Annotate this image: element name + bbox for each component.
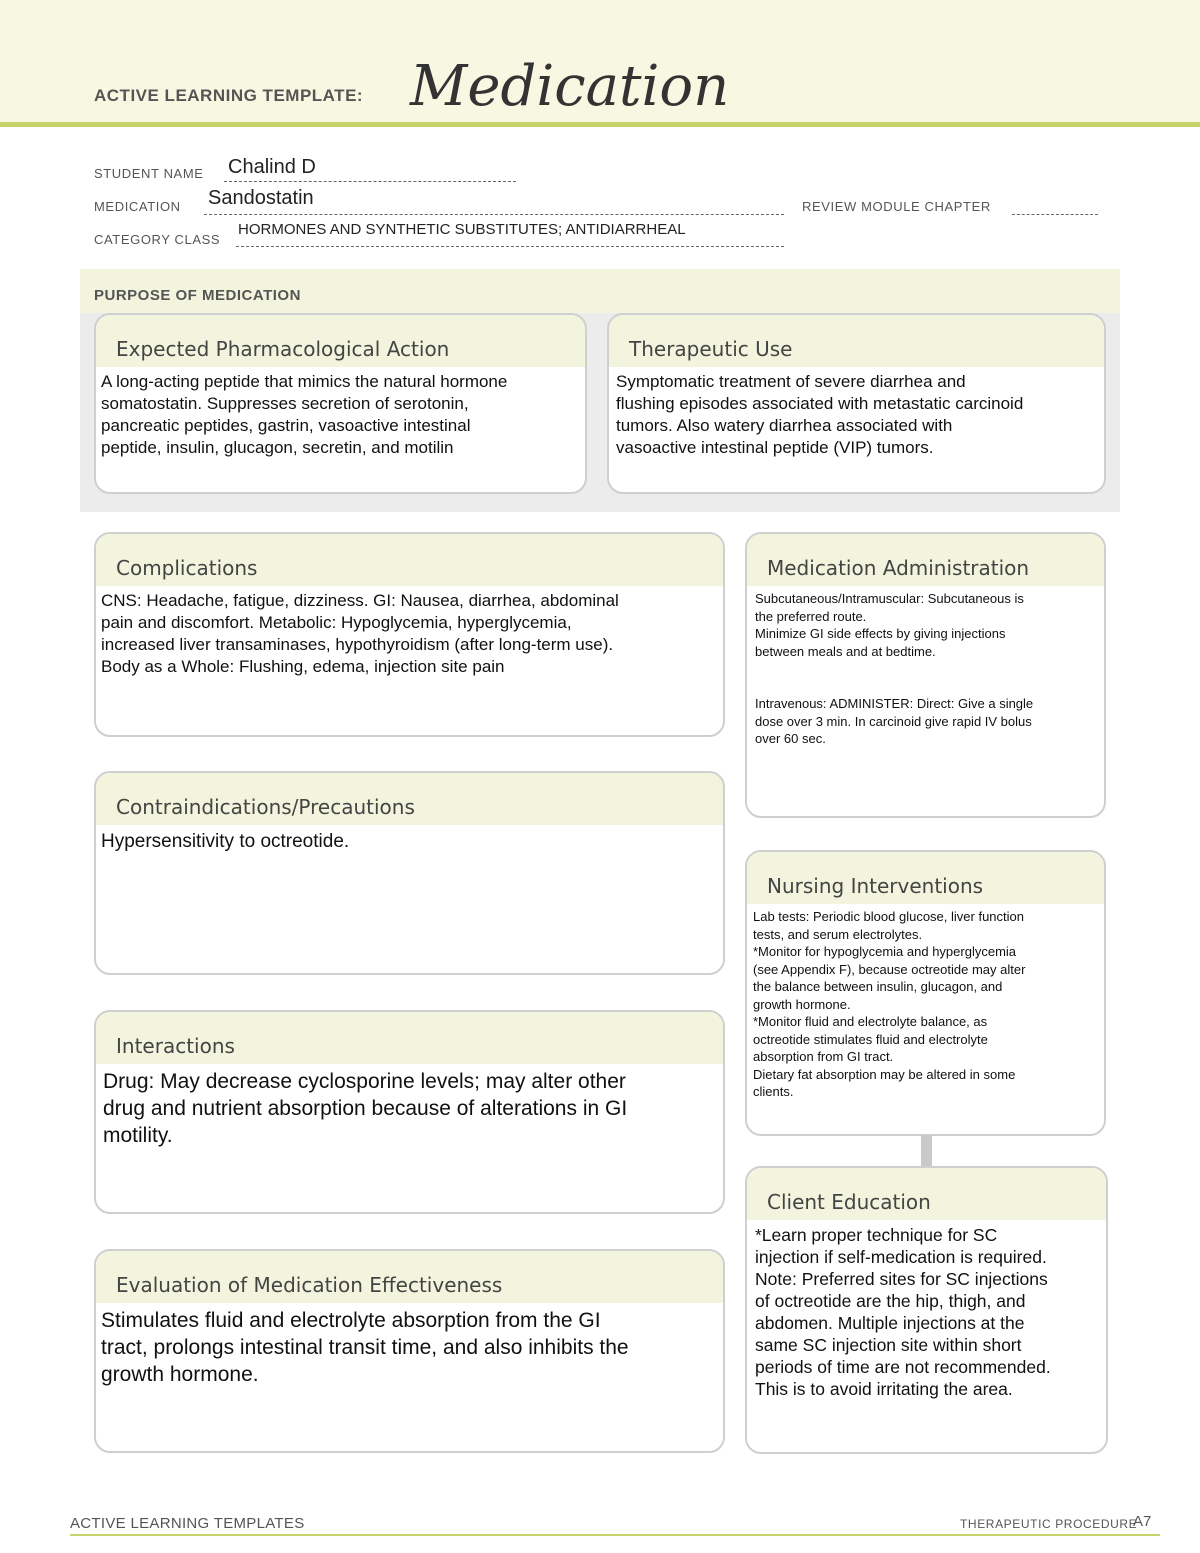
medication-line: [204, 214, 784, 215]
nursing-interventions-text[interactable]: Lab tests: Periodic blood glucose, liver function tests, and serum electrolytes. *Monitor for hypoglycemia and hyperglycemia (see Appendix F), because octreotide may alter the balance between insulin, glucagon, and growth hormone. *Monitor fluid and electrolyte balance, as octreotide stimulates fluid and electrolyte absorption from GI tract. Dietary fat absorption may be altered in some clients.: [753, 909, 1026, 1099]
nursing-interventions-box: [745, 850, 1106, 1136]
administration-text-intravenous[interactable]: Intravenous: ADMINISTER: Direct: Give a single dose over 3 min. In carcinoid give rapid IV bolus over 60 sec.: [755, 696, 1034, 746]
client-education-title: Client Education: [767, 1190, 931, 1214]
category-field[interactable]: HORMONES AND SYNTHETIC SUBSTITUTES; ANTIDIARRHEAL: [238, 221, 686, 238]
medication-field[interactable]: Sandostatin: [208, 187, 314, 209]
contraindications-text[interactable]: Hypersensitivity to octreotide.: [101, 831, 350, 852]
connector-bar: [921, 1135, 932, 1167]
student-name-line: [224, 181, 516, 182]
footer-label: ACTIVE LEARNING TEMPLATES: [70, 1515, 305, 1532]
evaluation-title: Evaluation of Medication Effectiveness: [116, 1273, 503, 1297]
administration-box: [745, 532, 1106, 818]
category-line: [236, 246, 784, 247]
therapeutic-use-box: [607, 313, 1106, 494]
client-education-text[interactable]: *Learn proper technique for SC injection if self-medication is required. Note: Preferred sites for SC injections of octreotide are the hip, thigh, and abdomen. Multiple injections at the same SC injection site within short periods of time are not recommended. This is to avoid irritating the area.: [755, 1225, 1051, 1399]
interactions-box: [94, 1010, 725, 1214]
template-label: ACTIVE LEARNING TEMPLATE:: [94, 86, 364, 105]
evaluation-text[interactable]: Stimulates fluid and electrolyte absorption from the GI tract, prolongs intestinal transit time, and also inhibits the growth hormone.: [101, 1309, 629, 1386]
review-module-field[interactable]: [1012, 214, 1098, 215]
purpose-label: PURPOSE OF MEDICATION: [94, 287, 301, 304]
category-label: CATEGORY CLASS: [94, 232, 221, 247]
complications-text[interactable]: CNS: Headache, fatigue, dizziness. GI: Nausea, diarrhea, abdominal pain and discomfort. Metabolic: Hypoglycemia, hyperglycemia, increased liver transaminases, hypothyroidism (after long-term use). Body as a Whole: Flushing, edema, injection site pain: [101, 591, 619, 676]
medication-label: MEDICATION: [94, 199, 181, 214]
therapeutic-use-title: Therapeutic Use: [629, 337, 793, 361]
client-education-box: [745, 1166, 1108, 1454]
student-name-field[interactable]: Chalind D: [228, 156, 316, 178]
student-name-label: STUDENT NAME: [94, 166, 204, 181]
footer-section-label: THERAPEUTIC PROCEDURE: [960, 1517, 1138, 1531]
header-rule: [0, 122, 1200, 127]
interactions-text[interactable]: Drug: May decrease cyclosporine levels; may alter other drug and nutrient absorption because of alterations in GI motility.: [103, 1070, 628, 1147]
page-title: Medication: [410, 54, 730, 119]
administration-text-subcutaneous[interactable]: Subcutaneous/Intramuscular: Subcutaneous is the preferred route. Minimize GI side effects by giving injections between meals and at bedtime.: [755, 591, 1024, 659]
contraindications-box: [94, 771, 725, 975]
footer-page-number: A7: [1133, 1513, 1152, 1530]
expected-action-text[interactable]: A long-acting peptide that mimics the natural hormone somatostatin. Suppresses secretion of serotonin, pancreatic peptides, gastrin, vasoactive intestinal peptide, insulin, glucagon, secretin, and motilin: [101, 372, 508, 457]
contraindications-title: Contraindications/Precautions: [116, 795, 415, 819]
review-module-label: REVIEW MODULE CHAPTER: [802, 199, 991, 214]
interactions-title: Interactions: [116, 1034, 235, 1058]
footer-rule: [70, 1534, 1160, 1536]
expected-action-box: [94, 313, 587, 494]
therapeutic-use-text[interactable]: Symptomatic treatment of severe diarrhea and flushing episodes associated with metastatic carcinoid tumors. Also watery diarrhea associated with vasoactive intestinal peptide (VIP) tumors.: [616, 372, 1024, 457]
expected-action-title: Expected Pharmacological Action: [116, 337, 450, 361]
administration-title: Medication Administration: [767, 556, 1030, 580]
complications-title: Complications: [116, 556, 258, 580]
complications-box: [94, 532, 725, 737]
nursing-interventions-title: Nursing Interventions: [767, 874, 984, 898]
evaluation-box: [94, 1249, 725, 1453]
